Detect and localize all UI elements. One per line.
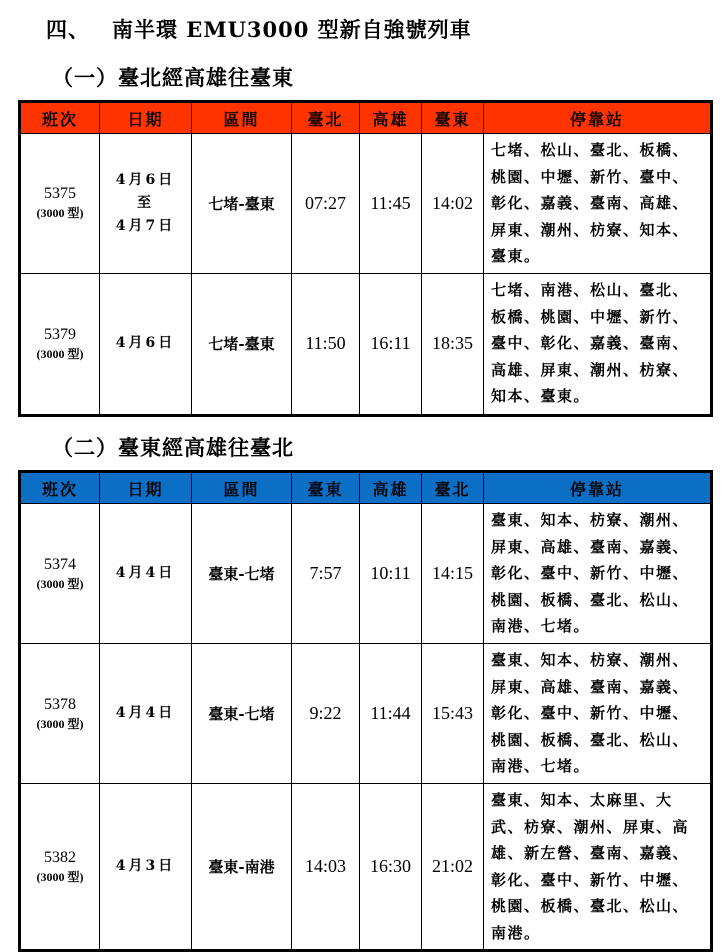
date-cell: [100, 644, 192, 784]
date-line: 4月6日: [115, 171, 176, 188]
stops-cell: 七堵、松山、臺北、板橋、桃園、中壢、新竹、臺中、彰化、嘉義、臺南、高雄、屏東、潮州、枋寮、知本、臺東。: [484, 134, 712, 274]
time-cell: 10:11: [360, 504, 422, 644]
date-line: 4月6日: [115, 335, 176, 351]
time-cell: 11:44: [360, 644, 422, 784]
stops-cell: 臺東、知本、太麻里、大武、枋寮、潮州、屏東、高雄、新左營、臺南、嘉義、彰化、臺中、新竹、中壢、桃園、板橋、臺北、松山、南港。: [484, 784, 712, 951]
date-line: 至: [137, 194, 154, 211]
train-cell: [20, 784, 100, 951]
train-number: 5374: [44, 555, 76, 573]
date-cell: [100, 134, 192, 274]
col-header-stops: 停靠站: [484, 102, 712, 134]
col-header-train: 班次: [20, 472, 100, 504]
date-line: 4月7日: [115, 217, 176, 234]
train-type: (3000 型): [36, 576, 84, 591]
stops-cell: 臺東、知本、枋寮、潮州、屏東、高雄、臺南、嘉義、彰化、臺中、新竹、中壢、桃園、板橋、臺北、松山、南港、七堵。: [484, 504, 712, 644]
segment-cell: 七堵-臺東: [192, 273, 292, 415]
table-row: [20, 644, 712, 784]
time-cell: 15:43: [422, 644, 484, 784]
date-cell: [100, 784, 192, 951]
col-header-stops: 停靠站: [484, 472, 712, 504]
time-cell: 21:02: [422, 784, 484, 951]
time-cell: 07:27: [292, 134, 360, 274]
section-title-taitung-to-taipei: （二）臺東經高雄往臺北: [52, 435, 294, 460]
col-header-station-1: 臺東: [292, 472, 360, 504]
segment-cell: 臺東-七堵: [192, 644, 292, 784]
heading-number: 四、: [46, 17, 90, 42]
date-cell: [100, 273, 192, 415]
time-cell: 14:03: [292, 784, 360, 951]
train-cell: [20, 504, 100, 644]
time-cell: 16:30: [360, 784, 422, 951]
stops-cell: 臺東、知本、枋寮、潮州、屏東、高雄、臺南、嘉義、彰化、臺中、新竹、中壢、桃園、板橋、臺北、松山、南港、七堵。: [484, 644, 712, 784]
timetable-taitung-to-taipei: [18, 470, 713, 952]
train-number: 5379: [44, 325, 76, 343]
table-row: [20, 784, 712, 951]
table-row: [20, 273, 712, 415]
col-header-segment: 區間: [192, 102, 292, 134]
train-type: (3000 型): [36, 206, 84, 221]
time-cell: 14:15: [422, 504, 484, 644]
train-cell: [20, 134, 100, 274]
train-number: 5378: [44, 695, 76, 713]
col-header-station-2: 高雄: [360, 472, 422, 504]
col-header-date: 日期: [100, 102, 192, 134]
date-line: 4月4日: [115, 705, 176, 721]
table-header-row: [20, 472, 712, 504]
stops-cell: 七堵、南港、松山、臺北、板橋、桃園、中壢、新竹、臺中、彰化、嘉義、臺南、高雄、屏東、潮州、枋寮、知本、臺東。: [484, 273, 712, 415]
col-header-station-1: 臺北: [292, 102, 360, 134]
date-cell: [100, 504, 192, 644]
col-header-station-3: 臺東: [422, 102, 484, 134]
time-cell: 7:57: [292, 504, 360, 644]
time-cell: 18:35: [422, 273, 484, 415]
table-row: [20, 134, 712, 274]
time-cell: 11:50: [292, 273, 360, 415]
train-type: (3000 型): [36, 716, 84, 731]
timetable-taipei-to-taitung: [18, 100, 713, 417]
time-cell: 16:11: [360, 273, 422, 415]
col-header-segment: 區間: [192, 472, 292, 504]
col-header-train: 班次: [20, 102, 100, 134]
train-cell: [20, 644, 100, 784]
date-line: 4月4日: [115, 565, 176, 581]
segment-cell: 臺東-南港: [192, 784, 292, 951]
train-type: (3000 型): [36, 869, 84, 884]
train-cell: [20, 273, 100, 415]
segment-cell: 七堵-臺東: [192, 134, 292, 274]
time-cell: 11:45: [360, 134, 422, 274]
train-number: 5375: [44, 185, 76, 203]
col-header-station-3: 臺北: [422, 472, 484, 504]
section-title-northbound-to-taitung: （一）臺北經高雄往臺東: [52, 65, 294, 90]
train-type: (3000 型): [36, 346, 84, 361]
col-header-date: 日期: [100, 472, 192, 504]
segment-cell: 臺東-七堵: [192, 504, 292, 644]
time-cell: 14:02: [422, 134, 484, 274]
heading-title: 南半環 EMU3000 型新自強號列車: [112, 17, 472, 42]
train-number: 5382: [44, 848, 76, 866]
page-heading: [46, 14, 472, 44]
table-row: [20, 504, 712, 644]
col-header-station-2: 高雄: [360, 102, 422, 134]
table-header-row: [20, 102, 712, 134]
time-cell: 9:22: [292, 644, 360, 784]
date-line: 4月3日: [115, 858, 176, 874]
